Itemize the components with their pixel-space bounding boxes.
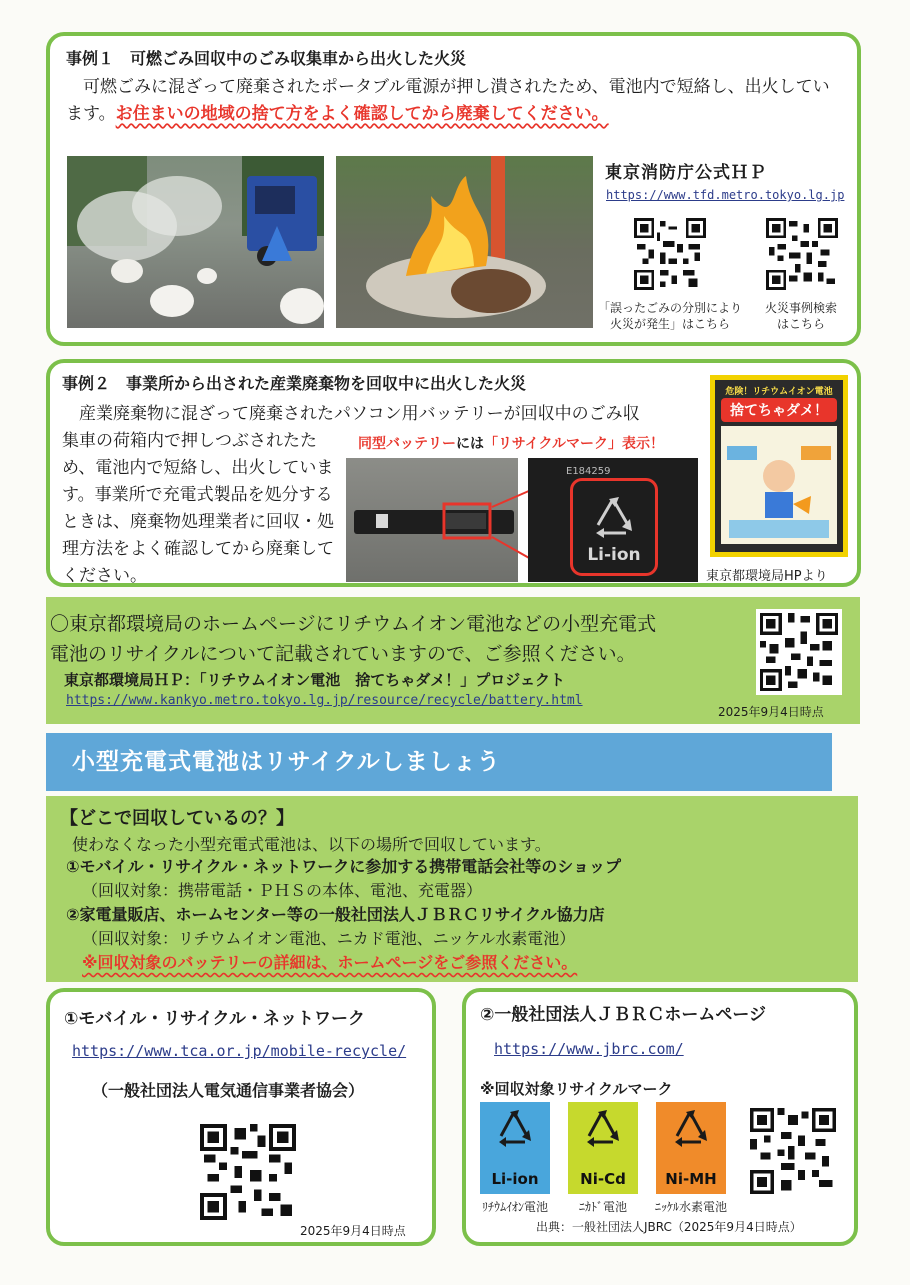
jbrc-box bbox=[462, 988, 858, 1246]
case1-warning: お住まいの地域の捨て方をよく確認してから廃棄してください。 bbox=[115, 104, 609, 124]
case1-qr1-caption bbox=[590, 300, 750, 332]
ni-mh-mark-label: ﾆｯｹﾙ水素電池 bbox=[654, 1200, 727, 1214]
where-note: ※回収対象のバッテリーの詳細は、ホームページをご参照ください。 bbox=[82, 953, 578, 972]
case2-li-ion-mark bbox=[570, 478, 658, 576]
jbrc-url[interactable]: https://www.jbrc.com/ bbox=[494, 1040, 684, 1058]
mobile-qr-code[interactable] bbox=[200, 1124, 296, 1220]
case1-box bbox=[46, 32, 861, 346]
recycle-icon bbox=[573, 491, 655, 551]
case1-qr2-caption-line2: はこちら bbox=[776, 317, 825, 331]
case2-callout bbox=[358, 433, 664, 453]
case2-poster-caption: 東京都環境局HPより bbox=[706, 569, 828, 584]
case2-title: 事例２ 事業所から出された産業廃棄物を回収中に出火した火災 bbox=[62, 374, 527, 393]
case2-callout-red1: 同型バッテリー bbox=[358, 436, 456, 452]
case2-body-rest: 集車の荷箱内で押しつぶされたため、電池内で短絡し、出火しています。事業所で充電式製品を処分するときは、廃棄物処理業者に回収・処理方法をよく確認してから廃棄してください。 bbox=[62, 431, 334, 586]
recycle-icon bbox=[568, 1102, 638, 1162]
case1-qr-code-1[interactable] bbox=[634, 218, 706, 290]
jbrc-source: 出典：一般社団法人JBRC（2025年9月4日時点） bbox=[536, 1220, 802, 1234]
mobile-org: （一般社団法人電気通信事業者協会） bbox=[92, 1081, 365, 1100]
mobile-url[interactable]: https://www.tca.or.jp/mobile-recycle/ bbox=[72, 1042, 407, 1060]
li-ion-mark-code: Li-ion bbox=[491, 1170, 539, 1188]
mobile-box bbox=[46, 988, 436, 1246]
li-ion-mark-label: ﾘﾁｳﾑｲｵﾝ電池 bbox=[481, 1200, 548, 1214]
case2-zoom-photo bbox=[528, 458, 698, 582]
jbrc-marks-heading: ※回収対象リサイクルマーク bbox=[480, 1080, 673, 1098]
recycle-banner: 小型充電式電池はリサイクルしましょう bbox=[46, 733, 832, 791]
case2-box bbox=[46, 359, 861, 587]
case1-photo-fire bbox=[336, 156, 593, 328]
case2-li-ion-text: Li-ion bbox=[587, 545, 641, 565]
case2-battery-code: E184259 bbox=[566, 466, 611, 477]
case1-source-url[interactable]: https://www.tfd.metro.tokyo.lg.jp bbox=[606, 188, 845, 202]
where-intro: 使わなくなった小型充電式電池は、以下の場所で回収しています。 bbox=[72, 835, 551, 854]
case2-poster-illustration bbox=[721, 426, 837, 544]
recycle-icon bbox=[480, 1102, 550, 1162]
case2-callout-red2: 「リサイクルマーク」表示！ bbox=[484, 436, 665, 452]
notice-project: 東京都環境局ＨＰ：「リチウムイオン電池 捨てちゃダメ！」プロジェクト bbox=[64, 671, 566, 689]
where-item2-sub: （回収対象：リチウムイオン電池、ニカド電池、ニッケル水素電池） bbox=[82, 929, 576, 948]
jbrc-title: ②一般社団法人ＪＢＲＣホームページ bbox=[480, 1005, 767, 1025]
notice-line1: 〇東京都環境局のホームページにリチウムイオン電池などの小型充電式 bbox=[50, 613, 657, 635]
case2-callout-mid: には bbox=[456, 436, 484, 452]
ni-cd-mark-code: Ni-Cd bbox=[580, 1170, 626, 1188]
case2-poster-top: 危険！リチウムイオン電池 bbox=[725, 387, 833, 397]
mobile-date: 2025年9月4日時点 bbox=[300, 1224, 406, 1238]
notice-date: 2025年9月4日時点 bbox=[718, 705, 824, 719]
case2-poster bbox=[710, 375, 848, 557]
mobile-title: ①モバイル・リサイクル・ネットワーク bbox=[64, 1009, 366, 1029]
where-item2: ②家電量販店、ホームセンター等の一般社団法人ＪＢＲＣリサイクル協力店 bbox=[66, 905, 605, 924]
case1-qr1-caption-line2: 火災が発生」はこちら bbox=[609, 317, 730, 331]
notice-qr-code[interactable] bbox=[756, 609, 842, 695]
recycle-icon bbox=[656, 1102, 726, 1162]
notice-line2: 電池のリサイクルについて記載されていますので、ご参照ください。 bbox=[50, 643, 636, 665]
case1-body-text: 可燃ごみに混ざって廃棄されたポータブル電源が押し潰されたため、電池内で短絡し、出火しています。 bbox=[66, 77, 830, 124]
case1-qr2-caption-line1: 火災事例検索 bbox=[764, 301, 837, 315]
where-panel bbox=[46, 796, 858, 982]
case1-title: 事例１ 可燃ごみ回収中のごみ収集車から出火した火災 bbox=[66, 49, 467, 68]
ni-mh-mark-code: Ni-MH bbox=[665, 1170, 717, 1188]
li-ion-mark bbox=[480, 1102, 550, 1194]
ni-cd-mark-label: ﾆｶﾄﾞ電池 bbox=[578, 1200, 627, 1214]
case1-source-title: 東京消防庁公式ＨＰ bbox=[605, 163, 767, 183]
where-heading: 【どこで回収しているの？】 bbox=[60, 808, 294, 829]
case1-body bbox=[66, 74, 846, 128]
case1-qr2-caption bbox=[736, 300, 866, 332]
case1-qr-code-2[interactable] bbox=[766, 218, 838, 290]
jbrc-qr-code[interactable] bbox=[750, 1108, 836, 1194]
where-item1-sub: （回収対象：携帯電話・ＰＨＳの本体、電池、充電器） bbox=[82, 881, 483, 900]
case1-qr1-caption-line1: 「誤ったごみの分別により bbox=[597, 301, 742, 315]
case2-body-line1: 産業廃棄物に混ざって廃棄されたパソコン用バッテリーが回収中のごみ収 bbox=[79, 404, 640, 424]
where-item1: ①モバイル・リサイクル・ネットワークに参加する携帯電話会社等のショップ bbox=[66, 857, 621, 876]
case2-poster-main: 捨てちゃダメ！ bbox=[721, 398, 837, 422]
notice-panel bbox=[46, 597, 860, 724]
ni-mh-mark bbox=[656, 1102, 726, 1194]
case1-photo-truck bbox=[67, 156, 324, 328]
ni-cd-mark bbox=[568, 1102, 638, 1194]
notice-url[interactable]: https://www.kankyo.metro.tokyo.lg.jp/resource/recycle/battery.html bbox=[66, 693, 583, 708]
